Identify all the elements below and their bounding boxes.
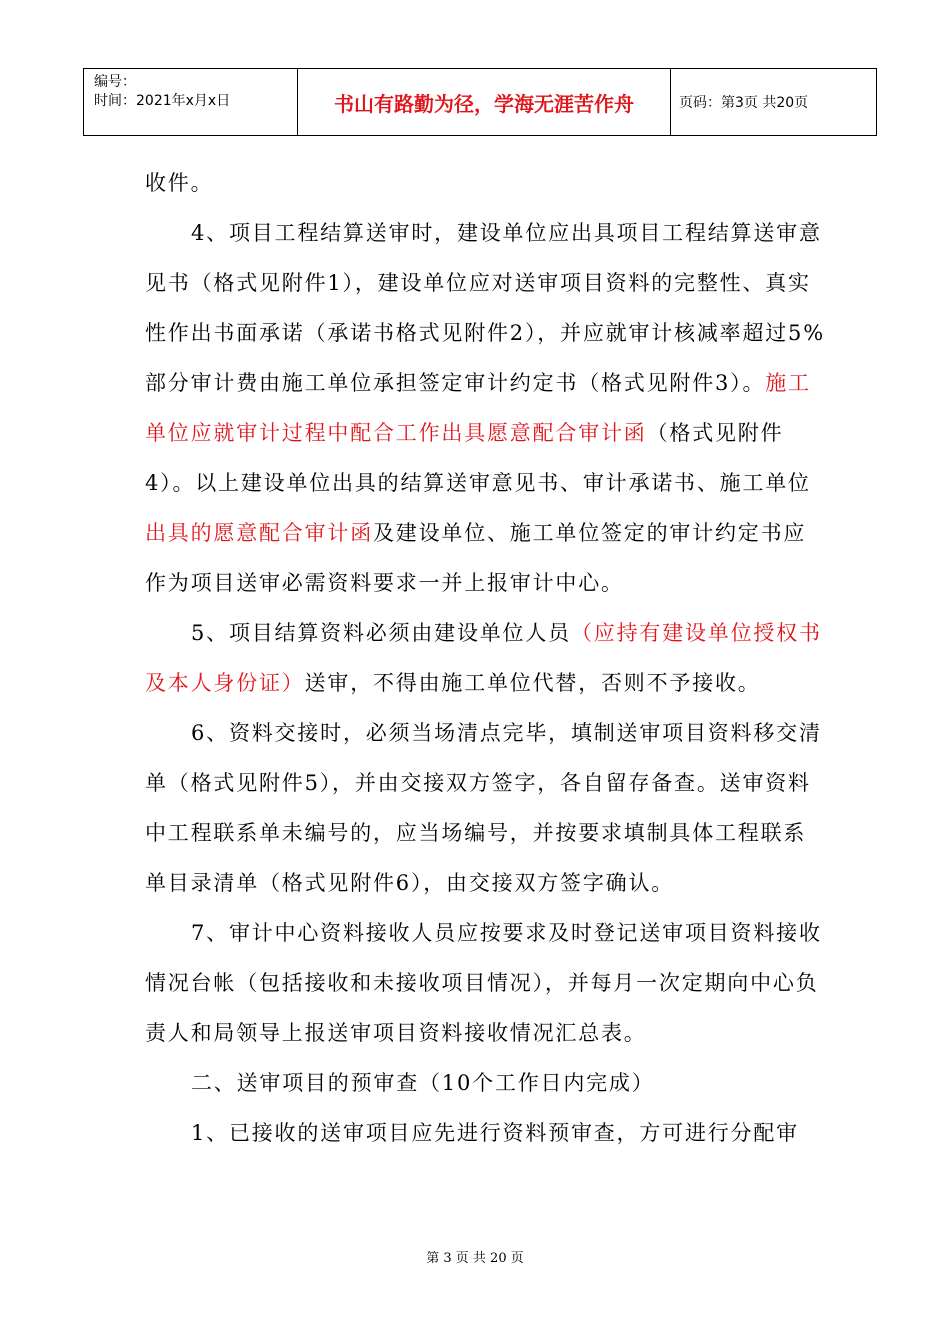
paragraph-text: （格式见附件4）。以上建设单位出具的结算送审意见书、审计承诺书、施工单位 <box>145 421 811 495</box>
paragraph-item-7: 7、审计中心资料接收人员应按要求及时登记送审项目资料接收情况台帐（包括接收和未接收项目情况），并每月一次定期向中心负责人和局领导上报送审项目资料接收情况汇总表。 <box>145 921 822 1045</box>
document-number-label: 编号： <box>94 74 136 90</box>
header-page-label: 页码：第3页 共20页 <box>671 69 877 136</box>
page-footer: 第 3 页 共 20 页 <box>426 1251 524 1266</box>
paragraph-item-5 <box>145 608 825 708</box>
highlighted-text: 施工单位应就审计过程中配合工作出具愿意配合审计函 <box>145 371 811 445</box>
paragraph-item-4 <box>145 208 825 608</box>
document-header <box>83 68 877 136</box>
paragraph-continuation: 收件。 <box>145 171 214 195</box>
paragraph-item-6: 6、资料交接时，必须当场清点完毕，填制送审项目资料移交清单（格式见附件5），并由交接双方签字，各自留存备查。送审资料中工程联系单未编号的，应当场编号，并按要求填制具体工程联系单目录清单（格式见附件6），由交接双方签字确认。 <box>145 721 822 895</box>
document-body <box>145 158 825 1158</box>
highlighted-text: （应持有建设单位授权书及本人身份证） <box>145 621 822 695</box>
section-heading: 二、送审项目的预审查（10个工作日内完成） <box>191 1071 655 1095</box>
header-meta <box>84 69 298 136</box>
paragraph-text: 送审，不得由施工单位代替，否则不予接收。 <box>304 671 761 695</box>
document-time-label: 时间：2021年x月x日 <box>94 93 231 109</box>
paragraph-item-1: 1、已接收的送审项目应先进行资料预审查，方可进行分配审 <box>191 1121 799 1145</box>
paragraph-text: 及建设单位、施工单位签定的审计约定书应作为项目送审必需资料要求一并上报审计中心。 <box>145 521 807 595</box>
paragraph-text: 5、项目结算资料必须由建设单位人员 <box>191 621 571 645</box>
header-motto: 书山有路勤为径，学海无涯苦作舟 <box>298 69 671 136</box>
highlighted-text: 出具的愿意配合审计函 <box>145 521 373 545</box>
paragraph-text: 4、项目工程结算送审时，建设单位应出具项目工程结算送审意见书（格式见附件1），建设单位应对送审项目资料的完整性、真实性作出书面承诺（承诺书格式见附件2），并应就审计核减率超过5%部分审计费由施工单位承担签定审计约定书（格式见附件3）。 <box>145 221 825 395</box>
